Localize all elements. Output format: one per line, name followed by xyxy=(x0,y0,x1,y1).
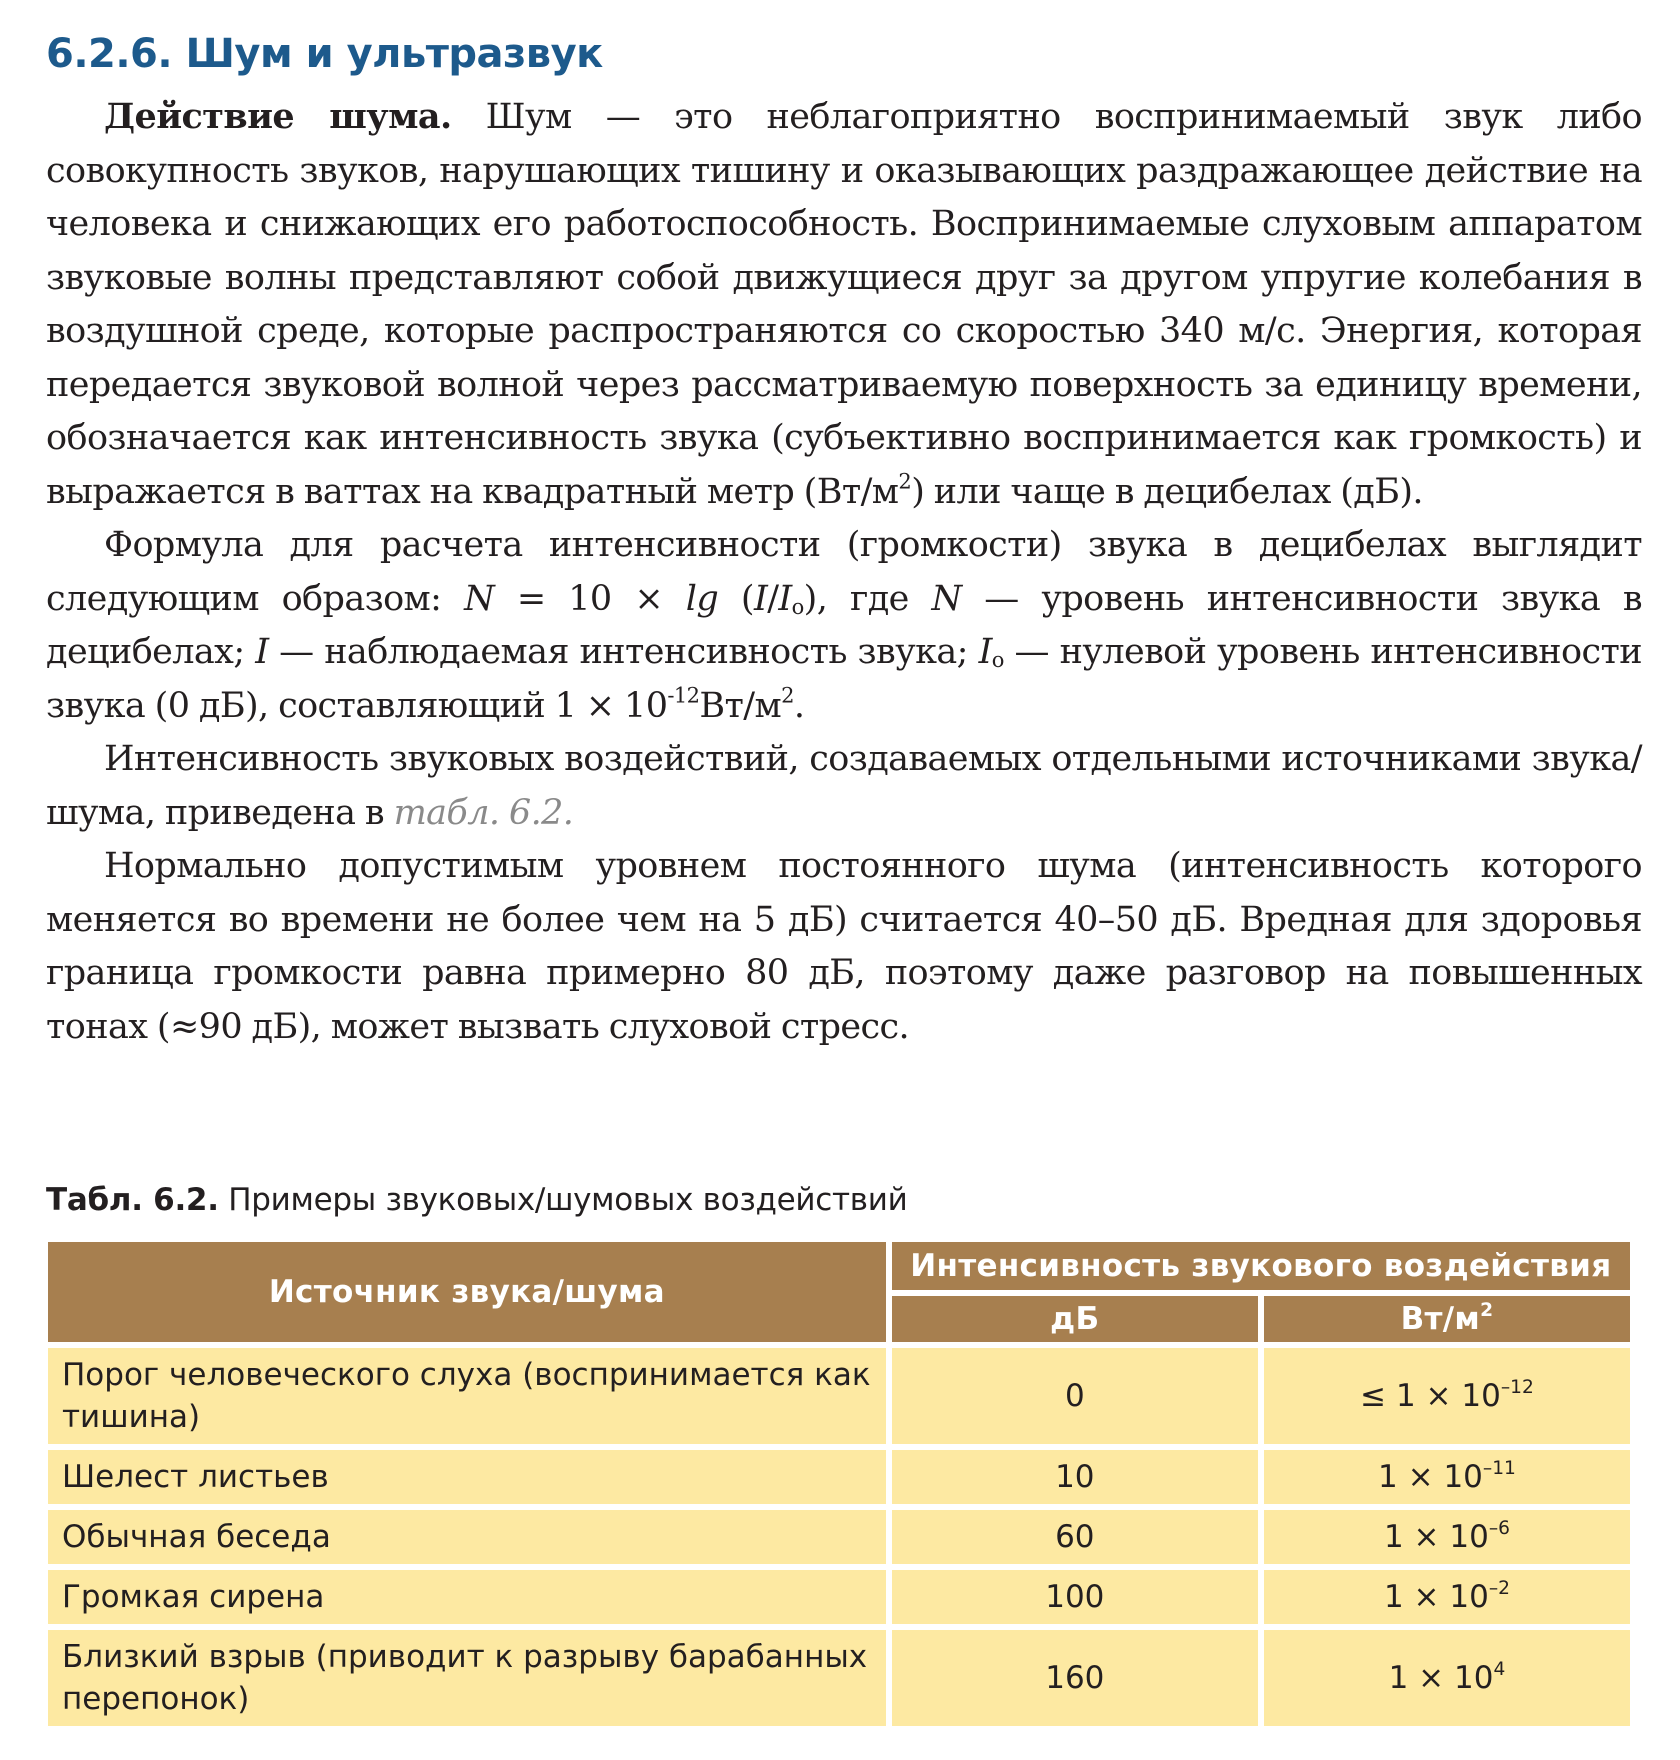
paragraph-text: Шум — это неблагоприятно воспринимаемый звук либо совокупность звуков, нарушающих тишину и оказывающих раздражающее действие на человека и снижающих его работоспособность. Воспринимаемые слуховым аппаратом звуковые волны представляют собой движущиеся друг за другом упругие колебания в воздушной среде, которые распространяются со скоростью 340 м/с. Энергия, которая передается звуковой волной через рассматриваемую поверхность за единицу времени, обозначается как интенсивность звука (субъективно воспринимается как громкость) и выражается в ваттах на квадратный метр (Вт/м xyxy=(46,97,1642,512)
subscript: o xyxy=(991,648,1004,673)
section-heading: 6.2.6. Шум и ультразвук xyxy=(46,31,603,77)
text-segment: — нулевой уровень интенсивности звука (0 дБ), составляющий 1 × 10 xyxy=(46,632,1642,726)
text-segment: Формула для расчета интенсивности (громкости) звука в децибелах выглядит следующим образом: xyxy=(46,525,1642,619)
formula-variable: I xyxy=(255,632,269,672)
paragraph-formula xyxy=(46,519,1642,733)
cell-source: Громкая сирена xyxy=(48,1570,886,1624)
cell-wm2 xyxy=(1264,1450,1630,1504)
text-segment: . xyxy=(793,685,805,726)
header-intensity: Интенсивность звукового воздействия xyxy=(892,1242,1630,1290)
cell-wm2 xyxy=(1264,1570,1630,1624)
cell-wm2-base: 1 × 10 xyxy=(1378,1459,1483,1495)
cell-db: 10 xyxy=(892,1450,1258,1504)
cell-db: 100 xyxy=(892,1570,1258,1624)
cell-wm2-base: 1 × 10 xyxy=(1383,1519,1489,1555)
cell-wm2-base: 1 × 10 xyxy=(1388,1660,1494,1696)
cell-db: 60 xyxy=(892,1510,1258,1564)
text-segment: = 10 × xyxy=(494,578,686,619)
formula-variable: I xyxy=(978,632,992,672)
table-reference-link[interactable]: табл. 6.2. xyxy=(393,792,574,833)
text-segment: Интенсивность звуковых воздействий, создаваемых отдельными источниками звука/шума, приведена в xyxy=(46,739,1642,833)
formula-variable: N xyxy=(464,578,495,619)
superscript: 2 xyxy=(898,468,912,493)
table-row xyxy=(48,1510,1630,1564)
cell-source: Близкий взрыв (приводит к разрыву барабанных перепонок) xyxy=(48,1630,886,1726)
paragraph-noise-norms: Нормально допустимым уровнем постоянного шума (интенсивность которого меняется во времени не более чем на 5 дБ) считается 40–50 дБ. Вредная для здоровья граница громкости равна примерно 80 дБ, поэтому даже разговор на повышенных тонах (≈90 дБ), может вызвать слуховой стресс. xyxy=(46,846,1642,1047)
cell-db: 160 xyxy=(892,1630,1258,1726)
cell-wm2-exponent: –11 xyxy=(1482,1457,1516,1479)
table-caption-label: Табл. 6.2. xyxy=(46,1182,219,1218)
text-segment: / xyxy=(767,578,779,619)
table-row xyxy=(48,1450,1630,1504)
document-page xyxy=(46,26,1642,1054)
cell-wm2-base: 1 × 10 xyxy=(1383,1579,1489,1615)
cell-db: 0 xyxy=(892,1348,1258,1444)
superscript: -12 xyxy=(667,682,700,707)
text-segment: ), где xyxy=(803,578,932,619)
cell-wm2-exponent: 4 xyxy=(1493,1658,1506,1680)
cell-source: Порог человеческого слуха (воспринимается как тишина) xyxy=(48,1348,886,1444)
table-caption xyxy=(46,1182,907,1218)
header-wm2-base: Вт/м xyxy=(1400,1301,1481,1337)
header-wm2 xyxy=(1264,1296,1630,1342)
cell-wm2-exponent: –6 xyxy=(1488,1517,1510,1539)
cell-wm2 xyxy=(1264,1510,1630,1564)
table-row xyxy=(48,1630,1630,1726)
header-db: дБ xyxy=(892,1296,1258,1342)
formula-function: lg xyxy=(685,578,719,619)
noise-examples-table xyxy=(42,1236,1636,1732)
cell-wm2-exponent: –12 xyxy=(1500,1376,1534,1398)
paragraph-lead: Действие шума. xyxy=(104,96,452,137)
cell-source: Обычная беседа xyxy=(48,1510,886,1564)
header-source: Источник звука/шума xyxy=(48,1242,886,1342)
superscript: 2 xyxy=(1480,1299,1494,1321)
formula-variable: I xyxy=(778,578,792,619)
subscript: o xyxy=(791,594,804,619)
text-segment: Вт/м xyxy=(699,685,782,726)
paragraph-noise-effect xyxy=(46,90,1642,519)
cell-wm2 xyxy=(1264,1348,1630,1444)
table-row xyxy=(48,1348,1630,1444)
cell-source: Шелест листьев xyxy=(48,1450,886,1504)
superscript: 2 xyxy=(781,682,794,707)
table-row xyxy=(48,1570,1630,1624)
text-segment: — наблюдаемая интенсивность звука; xyxy=(268,632,979,672)
formula-variable: N xyxy=(931,578,962,619)
paragraph-text-end: ) или чаще в децибелах (дБ). xyxy=(911,471,1423,512)
table-caption-text: Примеры звуковых/шумовых воздействий xyxy=(218,1182,908,1218)
formula-variable: I xyxy=(753,578,768,619)
cell-wm2-base: ≤ 1 × 10 xyxy=(1360,1378,1501,1414)
cell-wm2 xyxy=(1264,1630,1630,1726)
paragraph-table-reference xyxy=(46,733,1642,840)
text-segment: ( xyxy=(718,578,754,619)
cell-wm2-exponent: –2 xyxy=(1488,1577,1510,1599)
text-segment: — уровень интенсивности звука в децибелах; xyxy=(46,578,1642,672)
